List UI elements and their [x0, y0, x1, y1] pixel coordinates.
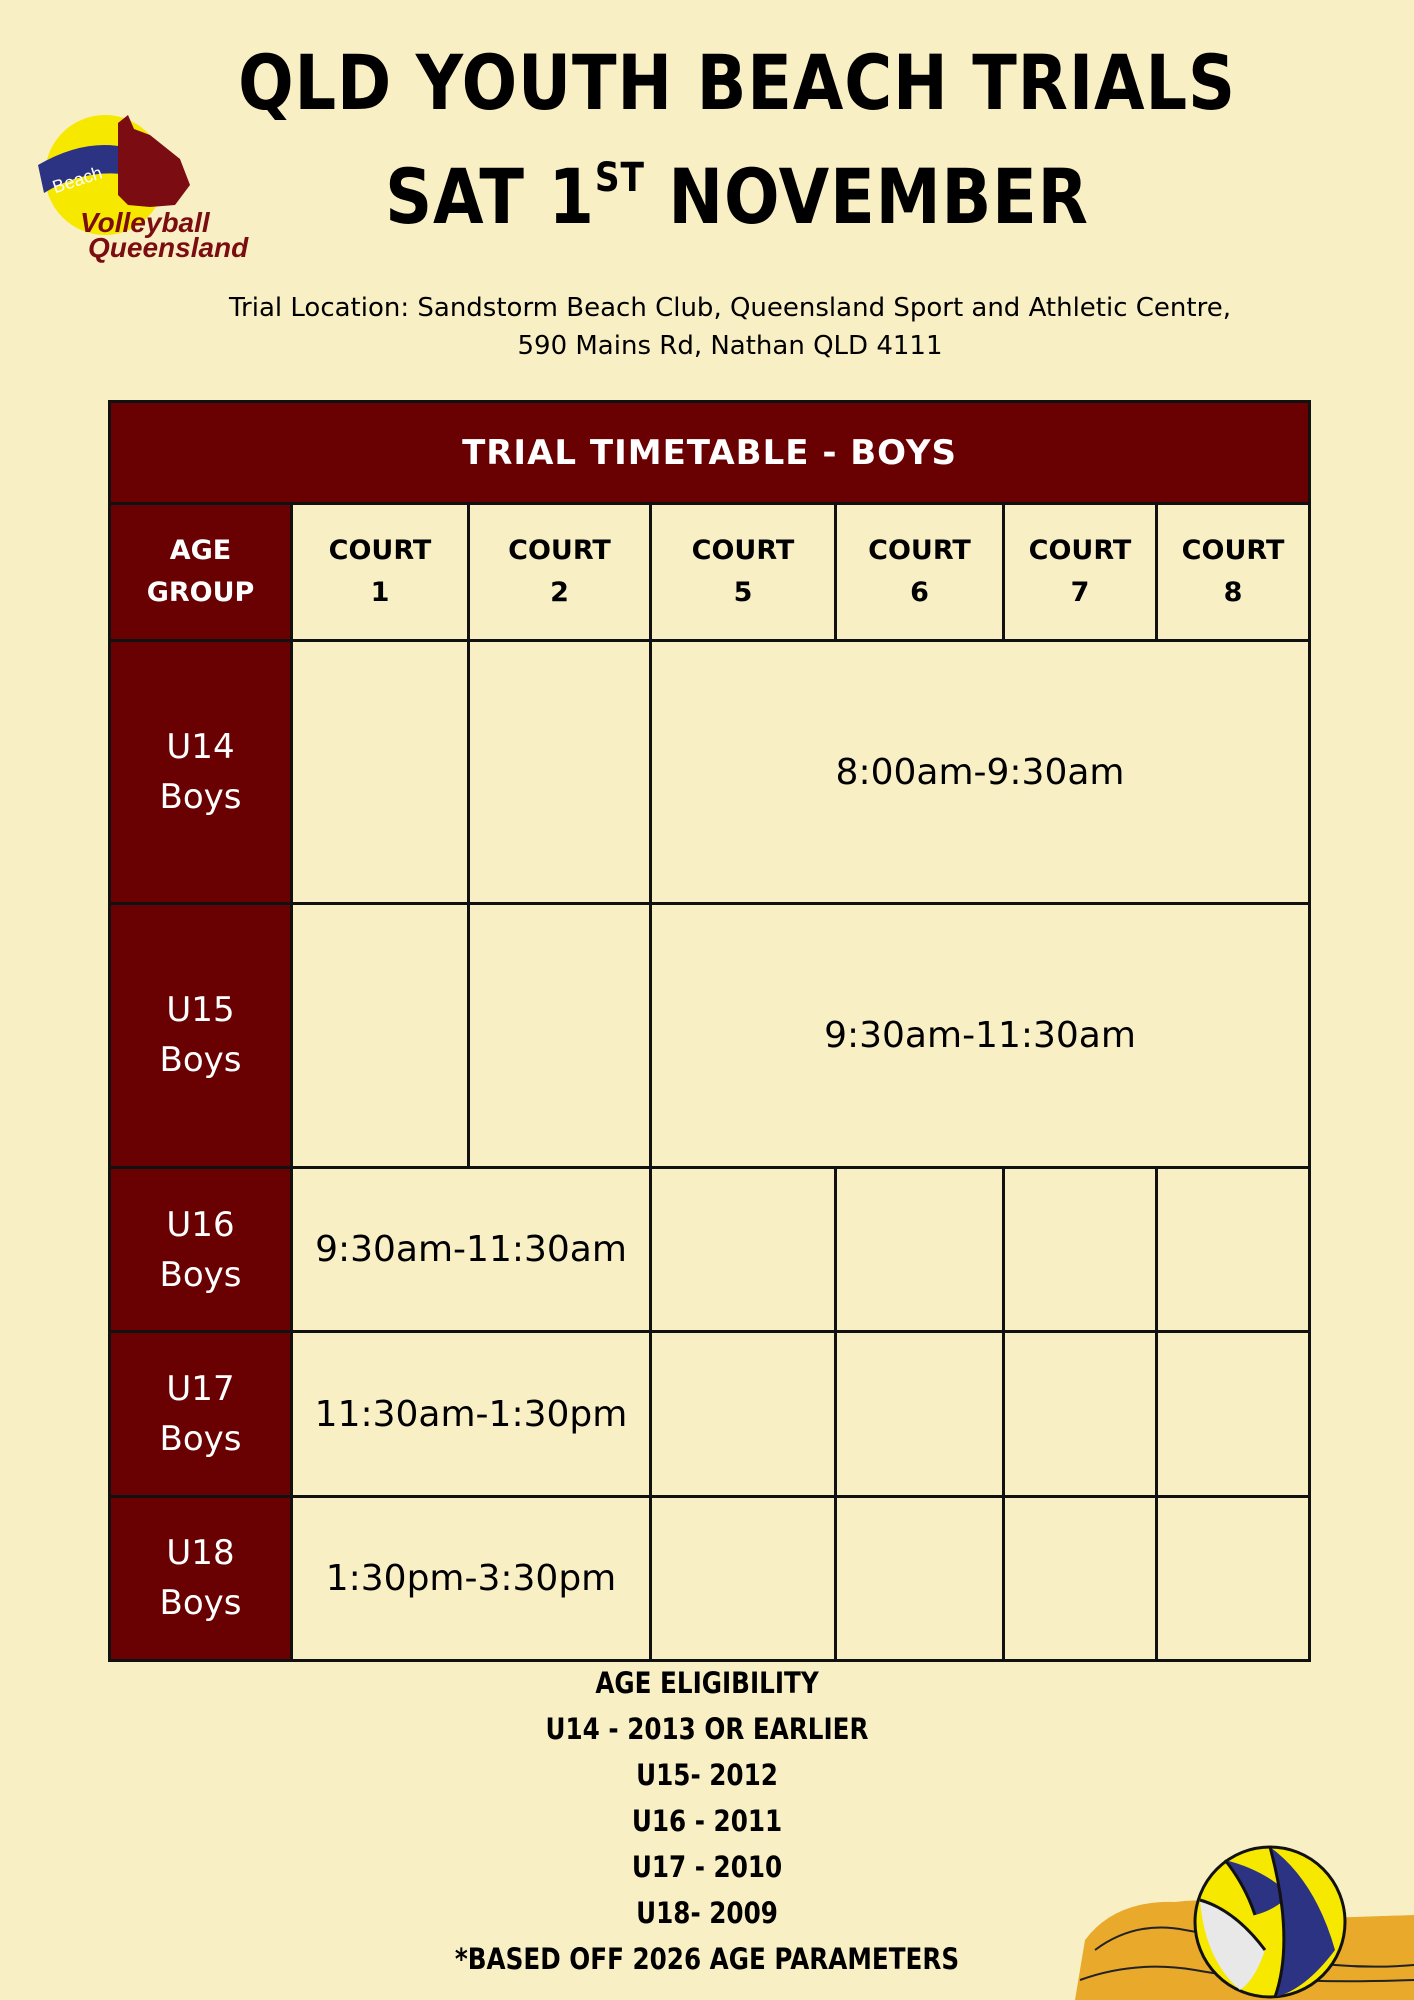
age-label: U18	[166, 1533, 235, 1574]
age-cell	[110, 641, 292, 903]
empty-cell	[651, 1496, 836, 1660]
court-8-header	[1157, 504, 1310, 641]
age-label: U15	[166, 990, 235, 1031]
logo-text-line1: Volleyball	[80, 207, 210, 238]
empty-cell	[1157, 1168, 1310, 1332]
court-6-header	[836, 504, 1004, 641]
table-row-u14	[110, 641, 1310, 903]
group-label: Boys	[159, 1040, 242, 1081]
court-5-header	[651, 504, 836, 641]
empty-cell	[651, 1168, 836, 1332]
court-word: COURT	[1028, 535, 1132, 567]
court-1-header	[292, 504, 469, 641]
time-cell: 9:30am-11:30am	[651, 903, 1310, 1167]
eligibility-note: *BASED OFF 2026 AGE PARAMETERS	[454, 1942, 960, 1976]
trial-location	[130, 289, 1330, 365]
court-header-row	[110, 504, 1310, 641]
age-cell	[110, 1168, 292, 1332]
eligibility-item: U16 - 2011	[631, 1804, 783, 1838]
time-cell: 11:30am-1:30pm	[292, 1332, 651, 1496]
time-cell: 9:30am-11:30am	[292, 1168, 651, 1332]
page-date	[138, 152, 1337, 241]
age-label: U16	[166, 1204, 235, 1245]
court-word: COURT	[691, 535, 795, 567]
court-number: 1	[370, 577, 390, 609]
age-cell	[110, 1332, 292, 1496]
timetable-header: TRIAL TIMETABLE - BOYS	[110, 402, 1310, 504]
table-row-u15	[110, 903, 1310, 1167]
table-row-u18	[110, 1496, 1310, 1660]
court-word: COURT	[328, 535, 432, 567]
location-line2: 590 Mains Rd, Nathan QLD 4111	[517, 331, 943, 361]
court-word: COURT	[508, 535, 611, 567]
court-2-header	[469, 504, 651, 641]
empty-cell	[836, 1168, 1004, 1332]
court-7-header	[1004, 504, 1157, 641]
court-number: 7	[1070, 577, 1090, 609]
empty-cell	[1157, 1332, 1310, 1496]
eligibility-item: U14 - 2013 OR EARLIER	[545, 1712, 869, 1746]
group-label: Boys	[159, 1254, 242, 1295]
time-cell: 1:30pm-3:30pm	[292, 1496, 651, 1660]
date-month: NOVEMBER	[644, 152, 1089, 241]
age-label: U17	[166, 1369, 235, 1410]
court-number: 6	[910, 577, 929, 609]
court-number: 8	[1223, 577, 1243, 609]
empty-cell	[1004, 1332, 1157, 1496]
court-number: 5	[733, 577, 753, 609]
eligibility-item: U17 - 2010	[631, 1850, 783, 1884]
time-cell: 8:00am-9:30am	[651, 641, 1310, 903]
location-line1: Trial Location: Sandstorm Beach Club, Queensland Sport and Athletic Centre,	[229, 293, 1231, 323]
age-label: U14	[166, 727, 235, 768]
age-header-line2: GROUP	[146, 577, 255, 609]
eligibility-heading: AGE ELIGIBILITY	[595, 1666, 819, 1700]
eligibility-item: U18- 2009	[636, 1896, 778, 1930]
table-row-u16	[110, 1168, 1310, 1332]
empty-cell	[292, 903, 469, 1167]
empty-cell	[651, 1332, 836, 1496]
age-cell	[110, 1496, 292, 1660]
timetable-header-row	[110, 402, 1310, 504]
trial-timetable	[108, 400, 1311, 1662]
group-label: Boys	[159, 777, 242, 818]
empty-cell	[836, 1496, 1004, 1660]
empty-cell	[292, 641, 469, 903]
age-cell	[110, 903, 292, 1167]
date-suffix: ST	[594, 155, 645, 201]
page-title: QLD YOUTH BEACH TRIALS	[238, 38, 1236, 127]
volleyball-icon	[1075, 1840, 1414, 2000]
court-number: 2	[550, 577, 569, 609]
group-label: Boys	[159, 1583, 242, 1624]
group-label: Boys	[159, 1419, 242, 1460]
eligibility-item: U15- 2012	[636, 1758, 778, 1792]
logo-badge-text: Beach	[49, 162, 105, 198]
empty-cell	[1004, 1496, 1157, 1660]
empty-cell	[469, 641, 651, 903]
date-day: SAT 1	[385, 152, 595, 241]
age-group-header	[110, 504, 292, 641]
empty-cell	[469, 903, 651, 1167]
empty-cell	[836, 1332, 1004, 1496]
empty-cell	[1157, 1496, 1310, 1660]
table-row-u17	[110, 1332, 1310, 1496]
logo-text-line2: Queensland	[88, 232, 249, 263]
court-word: COURT	[1181, 535, 1285, 567]
empty-cell	[1004, 1168, 1157, 1332]
age-header-line1: AGE	[169, 535, 232, 567]
court-word: COURT	[868, 535, 971, 567]
